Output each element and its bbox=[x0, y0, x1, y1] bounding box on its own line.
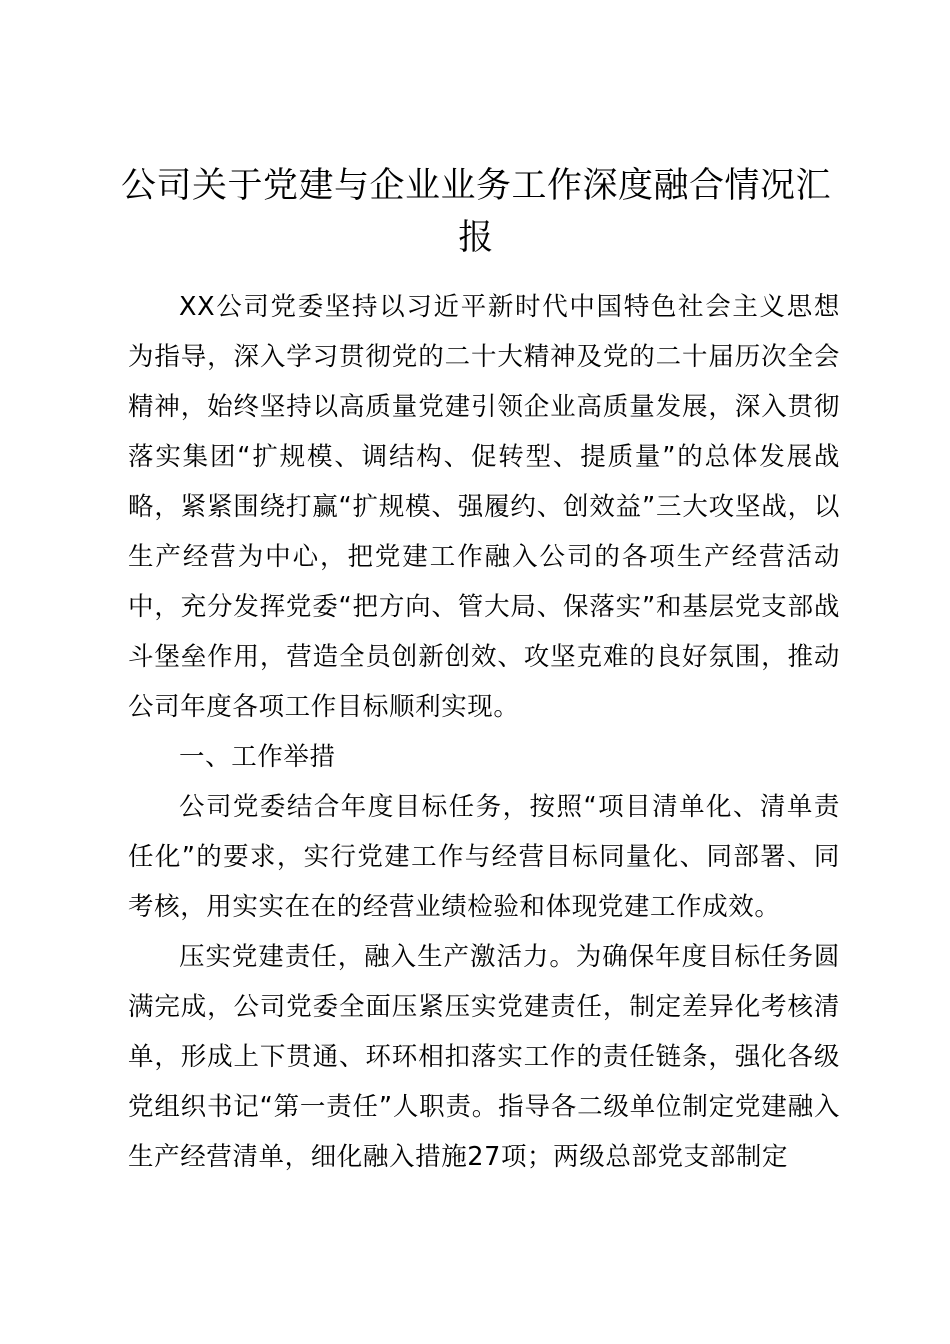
document-body bbox=[128, 282, 840, 1182]
intro-paragraph: XX公司党委坚持以习近平新时代中国特色社会主义思想为指导，深入学习贯彻党的二十大精神及党的二十届历次全会精神，始终坚持以高质量党建引领企业高质量发展，深入贯彻落实集团“扩规模、调结构、促转型、提质量”的总体发展战略，紧紧围绕打赢“扩规模、强履约、创效益”三大攻坚战，以生产经营为中心，把党建工作融入公司的各项生产经营活动中，充分发挥党委“把方向、管大局、保落实”和基层党支部战斗堡垒作用，营造全员创新创效、攻坚克难的良好氛围，推动公司年度各项工作目标顺利实现。 bbox=[128, 292, 840, 722]
section-paragraph-1: 公司党委结合年度目标任务，按照“项目清单化、清单责任化”的要求，实行党建工作与经营目标同量化、同部署、同考核，用实实在在的经营业绩检验和体现党建工作成效。 bbox=[128, 792, 840, 922]
section-paragraph-2: 压实党建责任，融入生产激活力。为确保年度目标任务圆满完成，公司党委全面压紧压实党建责任，制定差异化考核清单，形成上下贯通、环环相扣落实工作的责任链条，强化各级党组织书记“第一责任”人职责。指导各二级单位制定党建融入生产经营清单，细化融入措施27项；两级总部党支部制定 bbox=[128, 942, 840, 1172]
document-title: 公司关于党建与企业业务工作深度融合情况汇报 bbox=[120, 166, 831, 258]
section-heading: 一、工作举措 bbox=[179, 742, 336, 772]
